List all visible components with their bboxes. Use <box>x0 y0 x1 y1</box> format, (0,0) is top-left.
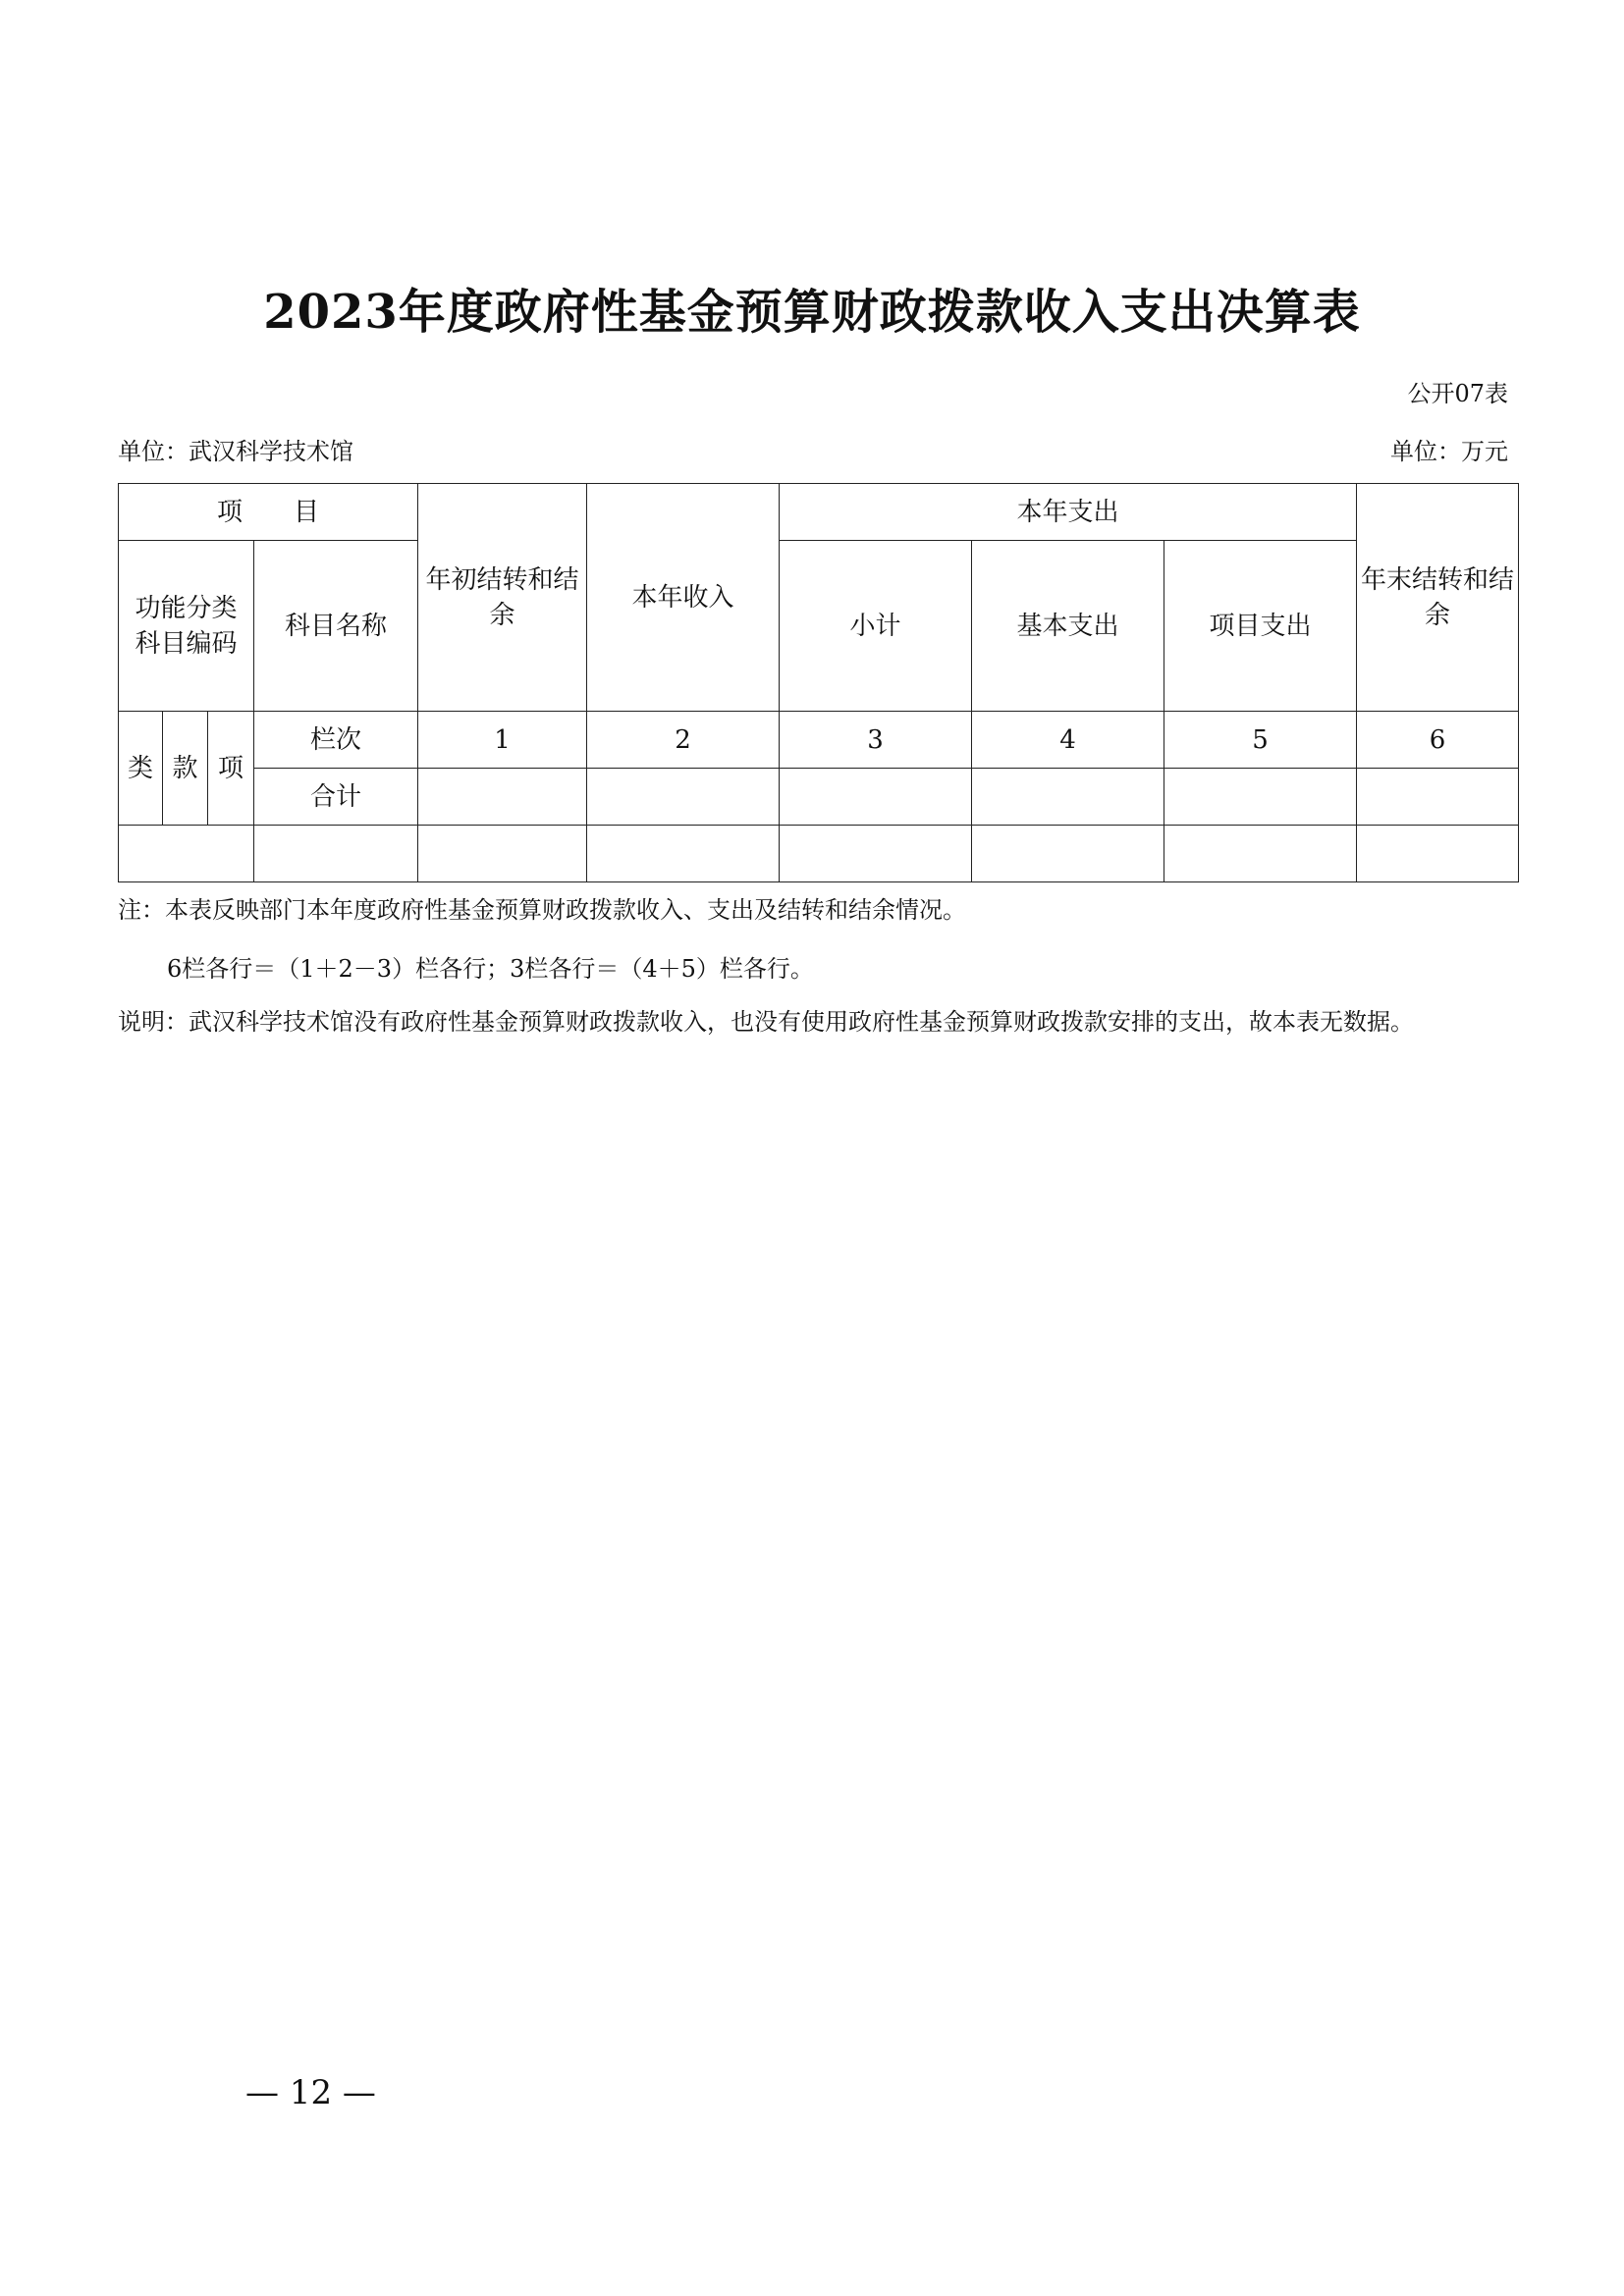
empty-cell <box>780 826 972 882</box>
empty-cell <box>119 826 254 882</box>
row-column-no: 栏次 <box>254 712 418 769</box>
header-project: 项目支出 <box>1164 541 1357 712</box>
code-lei: 类 <box>119 712 163 826</box>
header-income: 本年收入 <box>587 484 780 712</box>
formula-note: 6栏各行＝（1＋2－3）栏各行；3栏各行＝（4＋5）栏各行。 <box>167 955 814 983</box>
empty-cell <box>418 826 587 882</box>
total-cell <box>587 769 780 826</box>
col-number-3: 3 <box>780 712 972 769</box>
total-cell <box>972 769 1164 826</box>
page-number: — 12 — <box>245 2073 376 2112</box>
code-kuan: 款 <box>163 712 208 826</box>
row-total-label: 合计 <box>254 769 418 826</box>
header-func-code: 功能分类科目编码 <box>119 541 254 712</box>
col-number-2: 2 <box>587 712 780 769</box>
header-item: 项 目 <box>119 484 418 541</box>
page-title: 2023年度政府性基金预算财政拨款收入支出决算表 <box>263 285 1361 340</box>
total-cell <box>418 769 587 826</box>
form-code: 公开07表 <box>1407 380 1508 407</box>
header-begin-balance: 年初结转和结余 <box>418 484 587 712</box>
empty-cell <box>972 826 1164 882</box>
empty-cell <box>254 826 418 882</box>
col-number-5: 5 <box>1164 712 1357 769</box>
header-expense: 本年支出 <box>780 484 1357 541</box>
total-cell <box>1164 769 1357 826</box>
header-subtotal: 小计 <box>780 541 972 712</box>
header-basic: 基本支出 <box>972 541 1164 712</box>
col-number-6: 6 <box>1357 712 1519 769</box>
explanation-note: 说明：武汉科学技术馆没有政府性基金预算财政拨款收入，也没有使用政府性基金预算财政拨款安排的支出，故本表无数据。 <box>118 1008 1414 1036</box>
table-note: 注：本表反映部门本年度政府性基金预算财政拨款收入、支出及结转和结余情况。 <box>118 896 966 924</box>
total-cell <box>1357 769 1519 826</box>
budget-report-table <box>118 483 1519 882</box>
reporting-unit: 单位：武汉科学技术馆 <box>118 438 353 465</box>
total-cell <box>780 769 972 826</box>
currency-unit: 单位：万元 <box>1390 438 1508 465</box>
empty-cell <box>1357 826 1519 882</box>
header-end-balance: 年末结转和结余 <box>1357 484 1519 712</box>
header-subject-name: 科目名称 <box>254 541 418 712</box>
col-number-1: 1 <box>418 712 587 769</box>
empty-cell <box>1164 826 1357 882</box>
col-number-4: 4 <box>972 712 1164 769</box>
empty-cell <box>587 826 780 882</box>
code-xiang: 项 <box>208 712 254 826</box>
